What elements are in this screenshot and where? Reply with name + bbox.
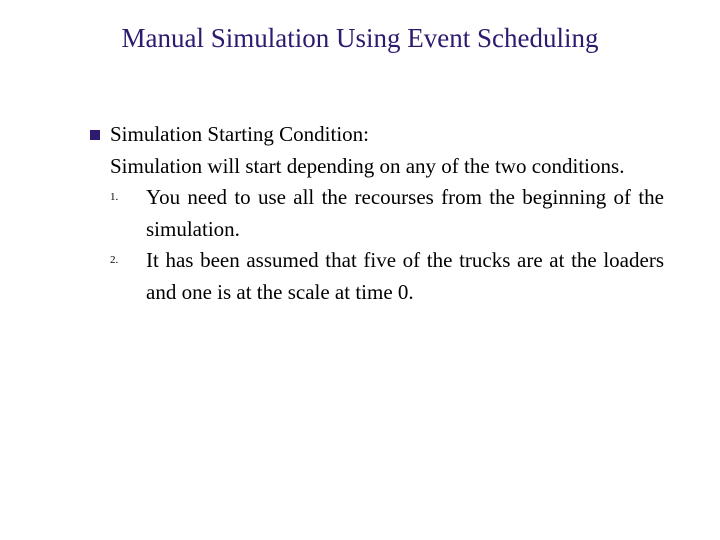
list-item [110,245,664,308]
bullet-heading: Simulation Starting Condition: [110,122,370,146]
list-item-text: It has been assumed that five of the trucks are at the loaders and one is at the scale at time 0. [146,248,664,304]
intro-paragraph: Simulation will start depending on any of the two conditions. [110,153,625,178]
list-item-text: You need to use all the recourses from the beginning of the simulation. [146,185,664,241]
list-number: 1. [110,191,119,203]
slide-title: Manual Simulation Using Event Scheduling [121,23,599,53]
list-number: 2. [110,254,119,266]
square-bullet-icon [90,130,100,140]
list-item [110,182,664,245]
slide-body [110,119,664,308]
bullet-heading-line [110,119,664,151]
